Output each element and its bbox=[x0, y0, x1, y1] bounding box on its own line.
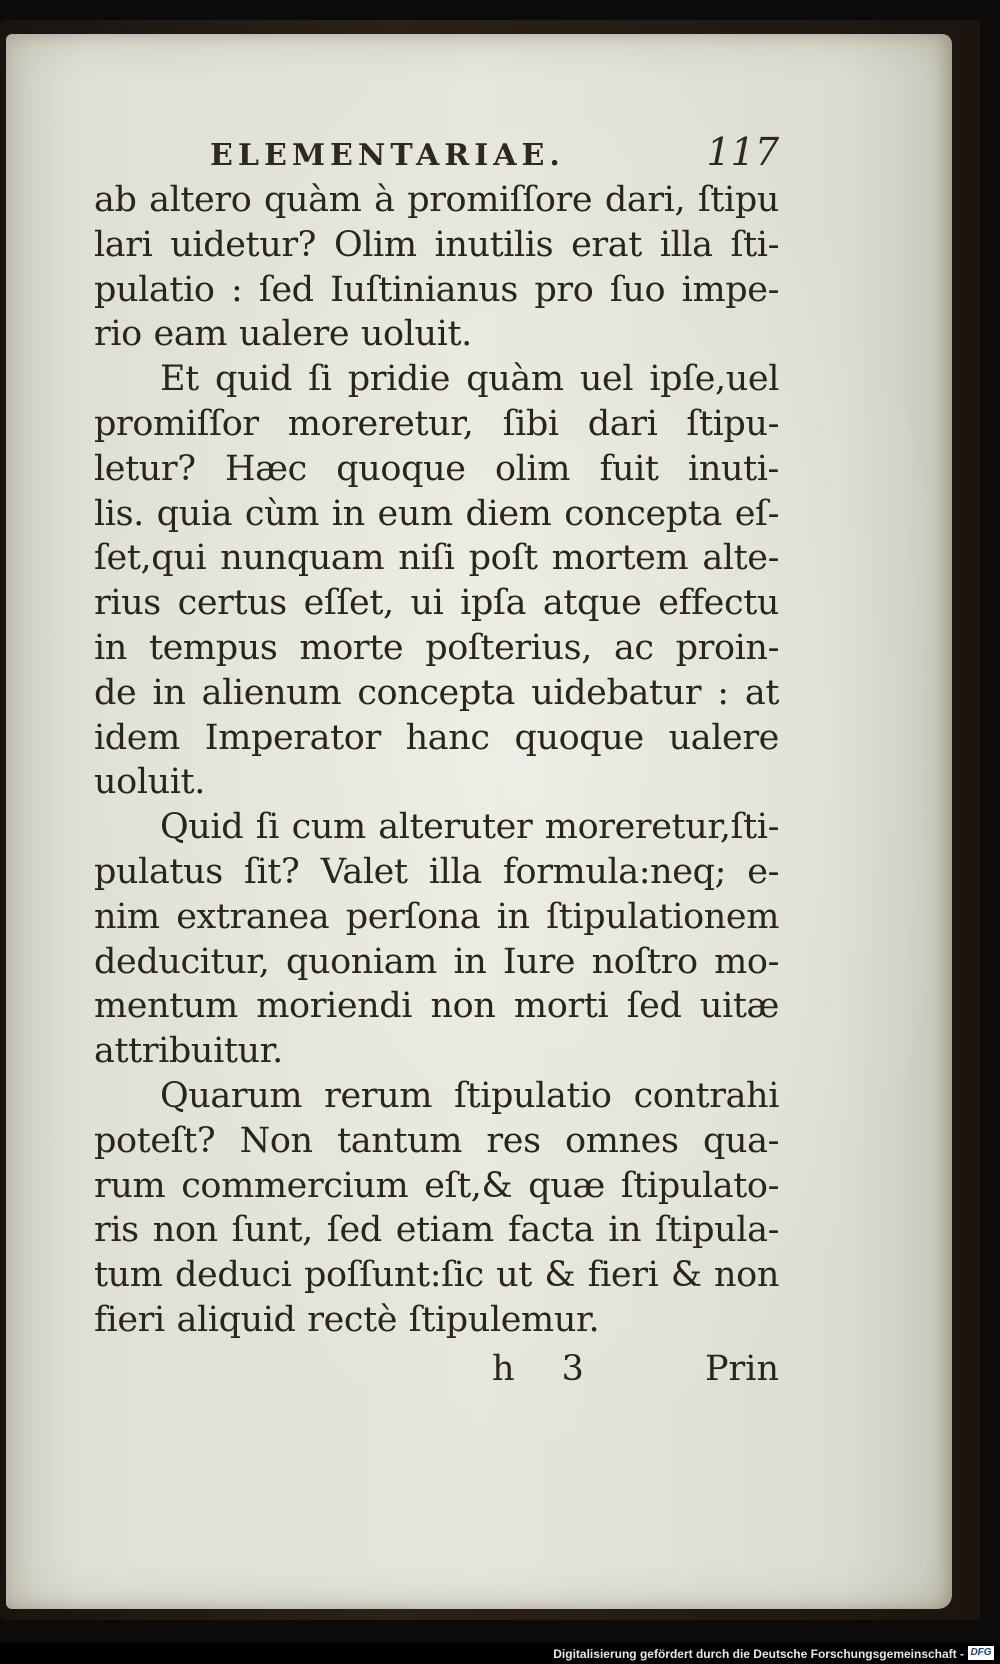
text-line: pulatus ſit? Valet illa formula:neq; e- bbox=[94, 851, 779, 892]
page-foot bbox=[94, 1349, 779, 1399]
text-line: mentum moriendi non morti ſed uitæ bbox=[94, 986, 779, 1027]
text-line: fieri aliquid rectè ſtipulemur. bbox=[94, 1299, 600, 1340]
text-line: tum deduci poſſunt:ſic ut & fieri & non bbox=[94, 1255, 779, 1296]
text-line: ſet,qui nunquam niſi poſt mortem alte- bbox=[94, 538, 779, 579]
text-line: Et quid ſi pridie quàm uel ipſe,uel bbox=[160, 359, 779, 400]
text-line: lari uidetur? Olim inutilis erat illa ſti- bbox=[94, 224, 779, 265]
text-line: nim extranea perſona in ſtipulationem bbox=[94, 896, 779, 937]
text-line: rius certus eſſet, ui ipſa atque effectu bbox=[94, 583, 779, 624]
text-line: Quid ſi cum alteruter moreretur,ſti- bbox=[160, 807, 779, 848]
text-line: uoluit. bbox=[94, 762, 205, 803]
text-line: rio eam ualere uoluit. bbox=[94, 314, 472, 355]
text-line: Quarum rerum ſtipulatio contrahi bbox=[160, 1075, 779, 1116]
funding-credit: Digitalisierung gefördert durch die Deutsche Forschungsgemeinschaft - bbox=[553, 1647, 964, 1661]
text-line: attribuitur. bbox=[94, 1031, 283, 1072]
text-line: pulatio : ſed Iuſtinianus pro ſuo impe- bbox=[94, 269, 779, 310]
digitization-footer bbox=[0, 1642, 1000, 1664]
text-line: lis. quia cùm in eum diem concepta eſ- bbox=[94, 493, 779, 534]
text-block bbox=[94, 124, 779, 1399]
text-line: poteſt? Non tantum res omnes qua- bbox=[94, 1120, 779, 1161]
text-line: rum commercium eſt,& quæ ſtipulato- bbox=[94, 1165, 779, 1206]
page-number: 117 bbox=[706, 130, 779, 174]
text-line: letur? Hæc quoque olim fuit inuti- bbox=[94, 448, 779, 489]
running-head bbox=[94, 124, 779, 178]
text-line: in tempus morte poſterius, ac proin- bbox=[94, 627, 779, 668]
text-line: ris non ſunt, ſed etiam facta in ſtipula- bbox=[94, 1210, 779, 1251]
running-title: ELEMENTARIAE. bbox=[210, 138, 565, 173]
paragraph-3 bbox=[94, 805, 779, 1074]
paragraph-4 bbox=[94, 1074, 779, 1343]
book-page bbox=[6, 34, 952, 1609]
text-line: promiſſor moreretur, ſibi dari ſtipu- bbox=[94, 403, 779, 444]
text-line: idem Imperator hanc quoque ualere bbox=[94, 717, 779, 758]
paragraph-2 bbox=[94, 357, 779, 805]
text-line: de in alienum concepta uidebatur : at bbox=[94, 672, 779, 713]
signature-mark: h 3 bbox=[492, 1348, 602, 1389]
text-line: ab altero quàm à promiſſore dari, ſtipu bbox=[94, 180, 779, 220]
dfg-logo-icon: DFG bbox=[968, 1646, 994, 1660]
text-line: deducitur, quoniam in Iure noſtro mo- bbox=[94, 941, 779, 982]
paragraph-1 bbox=[94, 178, 779, 357]
catchword: Prin bbox=[704, 1348, 779, 1389]
